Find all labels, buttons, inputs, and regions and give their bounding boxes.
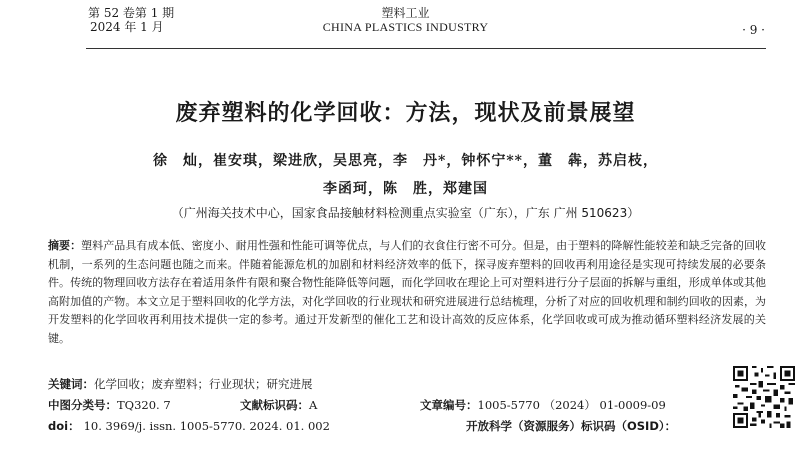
abstract-text: 塑料产品具有成本低、密度小、耐用性强和性能可调等优点，与人们的衣食住行密不可分。但是，由于塑料的降解性能较差和缺乏完备的回收机制，一系列的生态问题也随之而来。伴随着能源危机的加剧和材料经济效率的低下，探寻废弃塑料的回收再利用途径是实现可持续发展的必要条件。传统的物理回收方法存在着适用条件有限和聚合物性能降低等问题，而化学回收在理论上可对塑料进行分子层面的拆解与重组，形成单体或其他高附加值的产物。本文立足于塑料回收的化学方法，对化学回收的行业现状和研究进展进行总结梳理，分析了对应的回收机理和制约回收的因素，为开发塑料的化学回收再利用技术提供一定的参考。通过开发新型的催化工艺和设计高效的反应体系，化学回收或可成为推动循环塑料经济发展的关键。	[48, 239, 766, 345]
publication-date: 2024 年 1 月	[90, 20, 164, 34]
keywords-label: 关键词：	[48, 377, 94, 391]
classification-value: TQ320. 7	[117, 398, 171, 412]
article-number	[420, 397, 666, 413]
doi-value: 10. 3969/j. issn. 1005-5770. 2024. 01. 002	[83, 419, 330, 433]
journal-name-en: CHINA PLASTICS INDUSTRY	[322, 20, 489, 34]
page-number: · 9 ·	[742, 23, 765, 37]
authors-line-1: 徐 灿，崔安琪，梁进欣，吴思亮，李 丹*，钟怀宁**，董 犇，苏启枝，	[153, 153, 658, 169]
doi-label: doi：	[48, 419, 80, 433]
article-no-label: 文章编号：	[420, 398, 478, 412]
doc-code-value: A	[309, 398, 318, 412]
affiliation: （广州海关技术中心，国家食品接触材料检测重点实验室（广东），广东 广州 510623）	[171, 206, 640, 220]
doc-code-label: 文献标识码：	[240, 398, 309, 412]
classification-number	[48, 397, 171, 413]
volume-issue: 第 52 卷第 1 期	[88, 6, 175, 20]
qr-code-icon[interactable]	[733, 366, 795, 428]
document-code	[240, 397, 317, 413]
doi	[48, 418, 330, 434]
keywords-text: 化学回收；废弃塑料；行业现状；研究进展	[94, 377, 313, 391]
journal-name	[0, 6, 811, 34]
abstract	[48, 237, 766, 348]
header-rule	[86, 48, 766, 49]
authors-line-2: 李函珂，陈 胜，郑建国	[323, 181, 488, 197]
keywords	[48, 376, 313, 392]
journal-name-cn: 塑料工业	[381, 6, 430, 20]
classification-label: 中图分类号：	[48, 398, 117, 412]
paper-title: 废弃塑料的化学回收：方法，现状及前景展望	[175, 101, 636, 126]
abstract-label: 摘要：	[48, 239, 82, 252]
article-no-value: 1005-5770 （2024） 01-0009-09	[477, 398, 666, 412]
open-science-label: 开放科学（资源服务）标识码（OSID）：	[466, 419, 677, 433]
